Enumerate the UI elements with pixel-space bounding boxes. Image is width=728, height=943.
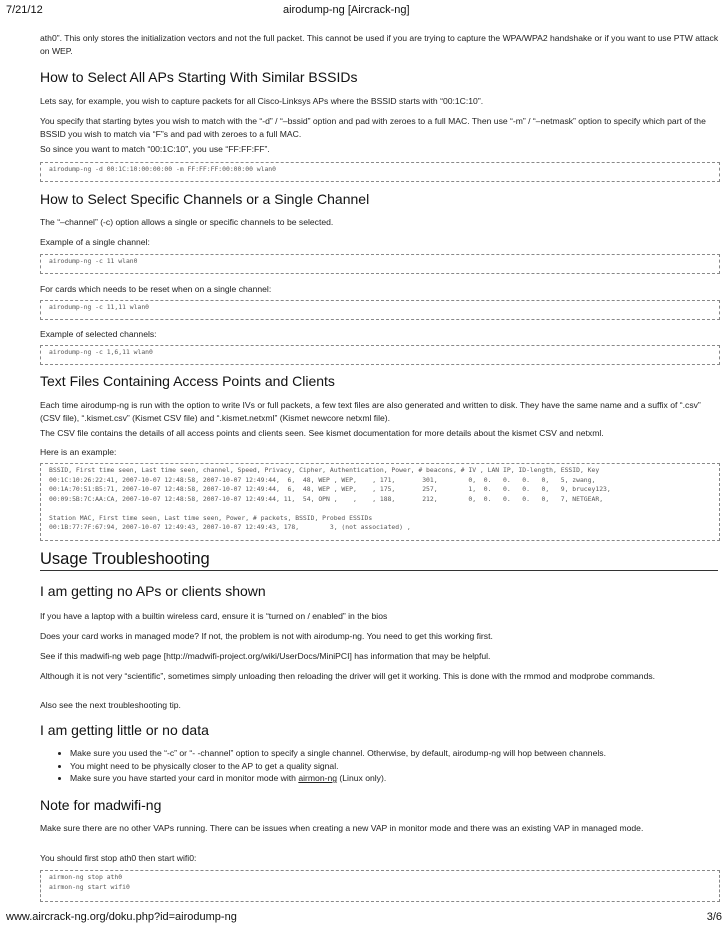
bssid-paragraph-1: Lets say, for example, you wish to capture packets for all Cisco-Linksys APs where the BSSID starts with “00:1C:10”. [40, 96, 484, 106]
list-item: • Make sure you used the “-c” or “- -channel” option to specify a single channel. Otherwise, by default, airodump-ng will hop between channels. [70, 747, 728, 760]
textfiles-paragraph-1: Each time airodump-ng is run with the option to write IVs or full packets, a few text files are also generated and written to disk. They have the same name and a suffix of “.csv” (CSV file), “.kismet.csv” (Kismet CSV file) and “.kismet.netxml” (Kismet newcore netxml file). [40, 400, 701, 423]
intro-paragraph: ath0”. This only stores the initialization vectors and not the full packet. This cannot be used if you are trying to capture the WPA/WPA2 handshake or if you want to use PTW attack on WEP. [40, 33, 719, 56]
bssid-paragraph-3: So since you want to match “00:1C:10”, you use “FF:FF:FF”. [40, 144, 270, 154]
channels-paragraph-4: Example of selected channels: [40, 329, 157, 339]
print-date: 7/21/12 [6, 4, 43, 16]
noaps-paragraph-3: See if this madwifi-ng web page [http://madwifi-project.org/wiki/UserDocs/MiniPCI] has information that may be helpful. [40, 651, 491, 661]
bullet-text: Make sure you have started your card in monitor mode with [70, 773, 299, 783]
channels-paragraph-3: For cards which needs to be reset when on a single channel: [40, 284, 272, 294]
heading-text-files: Text Files Containing Access Points and Clients [40, 373, 335, 389]
heading-madwifi-note: Note for madwifi-ng [40, 797, 162, 813]
bullet-text: (Linux only). [337, 773, 387, 783]
noaps-paragraph-5: Also see the next troubleshooting tip. [40, 700, 181, 710]
madwifi-paragraph-1: Make sure there are no other VAPs running. There can be issues when creating a new VAP in monitor mode and there was an existing VAP in managed mode. [40, 823, 644, 833]
channels-paragraph-1: The “–channel” (-c) option allows a single or specific channels to be selected. [40, 217, 334, 227]
heading-select-channels: How to Select Specific Channels or a Single Channel [40, 191, 370, 207]
airmon-ng-link[interactable]: airmon-ng [298, 773, 338, 783]
footer-url: www.aircrack-ng.org/doku.php?id=airodump-ng [6, 911, 237, 923]
channels-code-single: airodump-ng -c 11 wlan0 [40, 254, 720, 274]
print-title: airodump-ng [Aircrack-ng] [283, 4, 410, 16]
bssid-paragraph-2: You specify that starting bytes you wish to match with the “-d” / “–bssid” option and pad with zeroes to a full MAC. Then use “-m” / “–netmask” option to specify which part of the BSSID you wish to match via “F”s and pad with zeroes to a full MAC. [40, 116, 706, 139]
noaps-paragraph-1: If you have a laptop with a builtin wireless card, ensure it is “turned on / enabled” in the bios [40, 611, 388, 621]
channels-paragraph-2: Example of a single channel: [40, 237, 150, 247]
heading-usage-troubleshooting: Usage Troubleshooting [40, 550, 718, 571]
nodata-bullet-list [56, 747, 728, 785]
heading-select-bssids: How to Select All APs Starting With Similar BSSIDs [40, 69, 358, 85]
list-item [70, 772, 728, 785]
list-item: • You might need to be physically closer to the AP to get a quality signal. [70, 760, 728, 773]
noaps-paragraph-2: Does your card works in managed mode? If not, the problem is not with airodump-ng. You need to get this working first. [40, 631, 493, 641]
channels-code-selected: airodump-ng -c 1,6,11 wlan0 [40, 345, 720, 365]
page-number: 3/6 [706, 911, 722, 923]
csv-example-code-block: BSSID, First time seen, Last time seen, channel, Speed, Privacy, Cipher, Authentication, Power, # beacons, # IV , LAN IP, ID-length, ESSID, Key 00:1C:10:26:22:41, 2007-10-07 12:48:58, 2007-10-07 12:49:44, 6, 48, WEP , WEP, , 171, 301, 0, 0. 0. 0. 0, 5, zwang, 00:1A:70:51:B5:71, 2007-10-07 12:48:58, 2007-10-07 12:49:44, 6, 48, WEP , WEP, , 175, 257, 1, 0. 0. 0. 0, 9, brucey123, 00:09:5B:7C:AA:CA, 2007-10-07 12:48:58, 2007-10-07 12:49:44, 11, 54, OPN , , , 188, 212, 0, 0. 0. 0. 0, 7, NETGEAR, Station MAC, First time seen, Last time seen, Power, # packets, BSSID, Probed ESSIDs 00:1B:77:7F:67:94, 2007-10-07 12:49:43, 2007-10-07 12:49:43, 178, 3, (not associated) , [40, 463, 720, 541]
madwifi-paragraph-2: You should first stop ath0 then start wifi0: [40, 853, 197, 863]
heading-no-aps: I am getting no APs or clients shown [40, 583, 266, 599]
heading-no-data: I am getting little or no data [40, 722, 209, 738]
textfiles-paragraph-3: Here is an example: [40, 447, 117, 457]
print-footer [6, 911, 722, 927]
bssid-code-block: airodump-ng -d 00:1C:10:00:00:00 -m FF:FF:FF:00:00:00 wlan0 [40, 162, 720, 182]
channels-code-reset: airodump-ng -c 11,11 wlan0 [40, 300, 720, 320]
print-header [6, 4, 722, 20]
madwifi-code-block: airmon-ng stop ath0 airmon-ng start wifi0 [40, 870, 720, 902]
textfiles-paragraph-2: The CSV file contains the details of all access points and clients seen. See kismet documentation for more details about the kismet CSV and netxml. [40, 428, 604, 438]
noaps-paragraph-4: Although it is not very “scientific”, sometimes simply unloading then reloading the driver will get it working. This is done with the rmmod and modprobe commands. [40, 671, 656, 681]
